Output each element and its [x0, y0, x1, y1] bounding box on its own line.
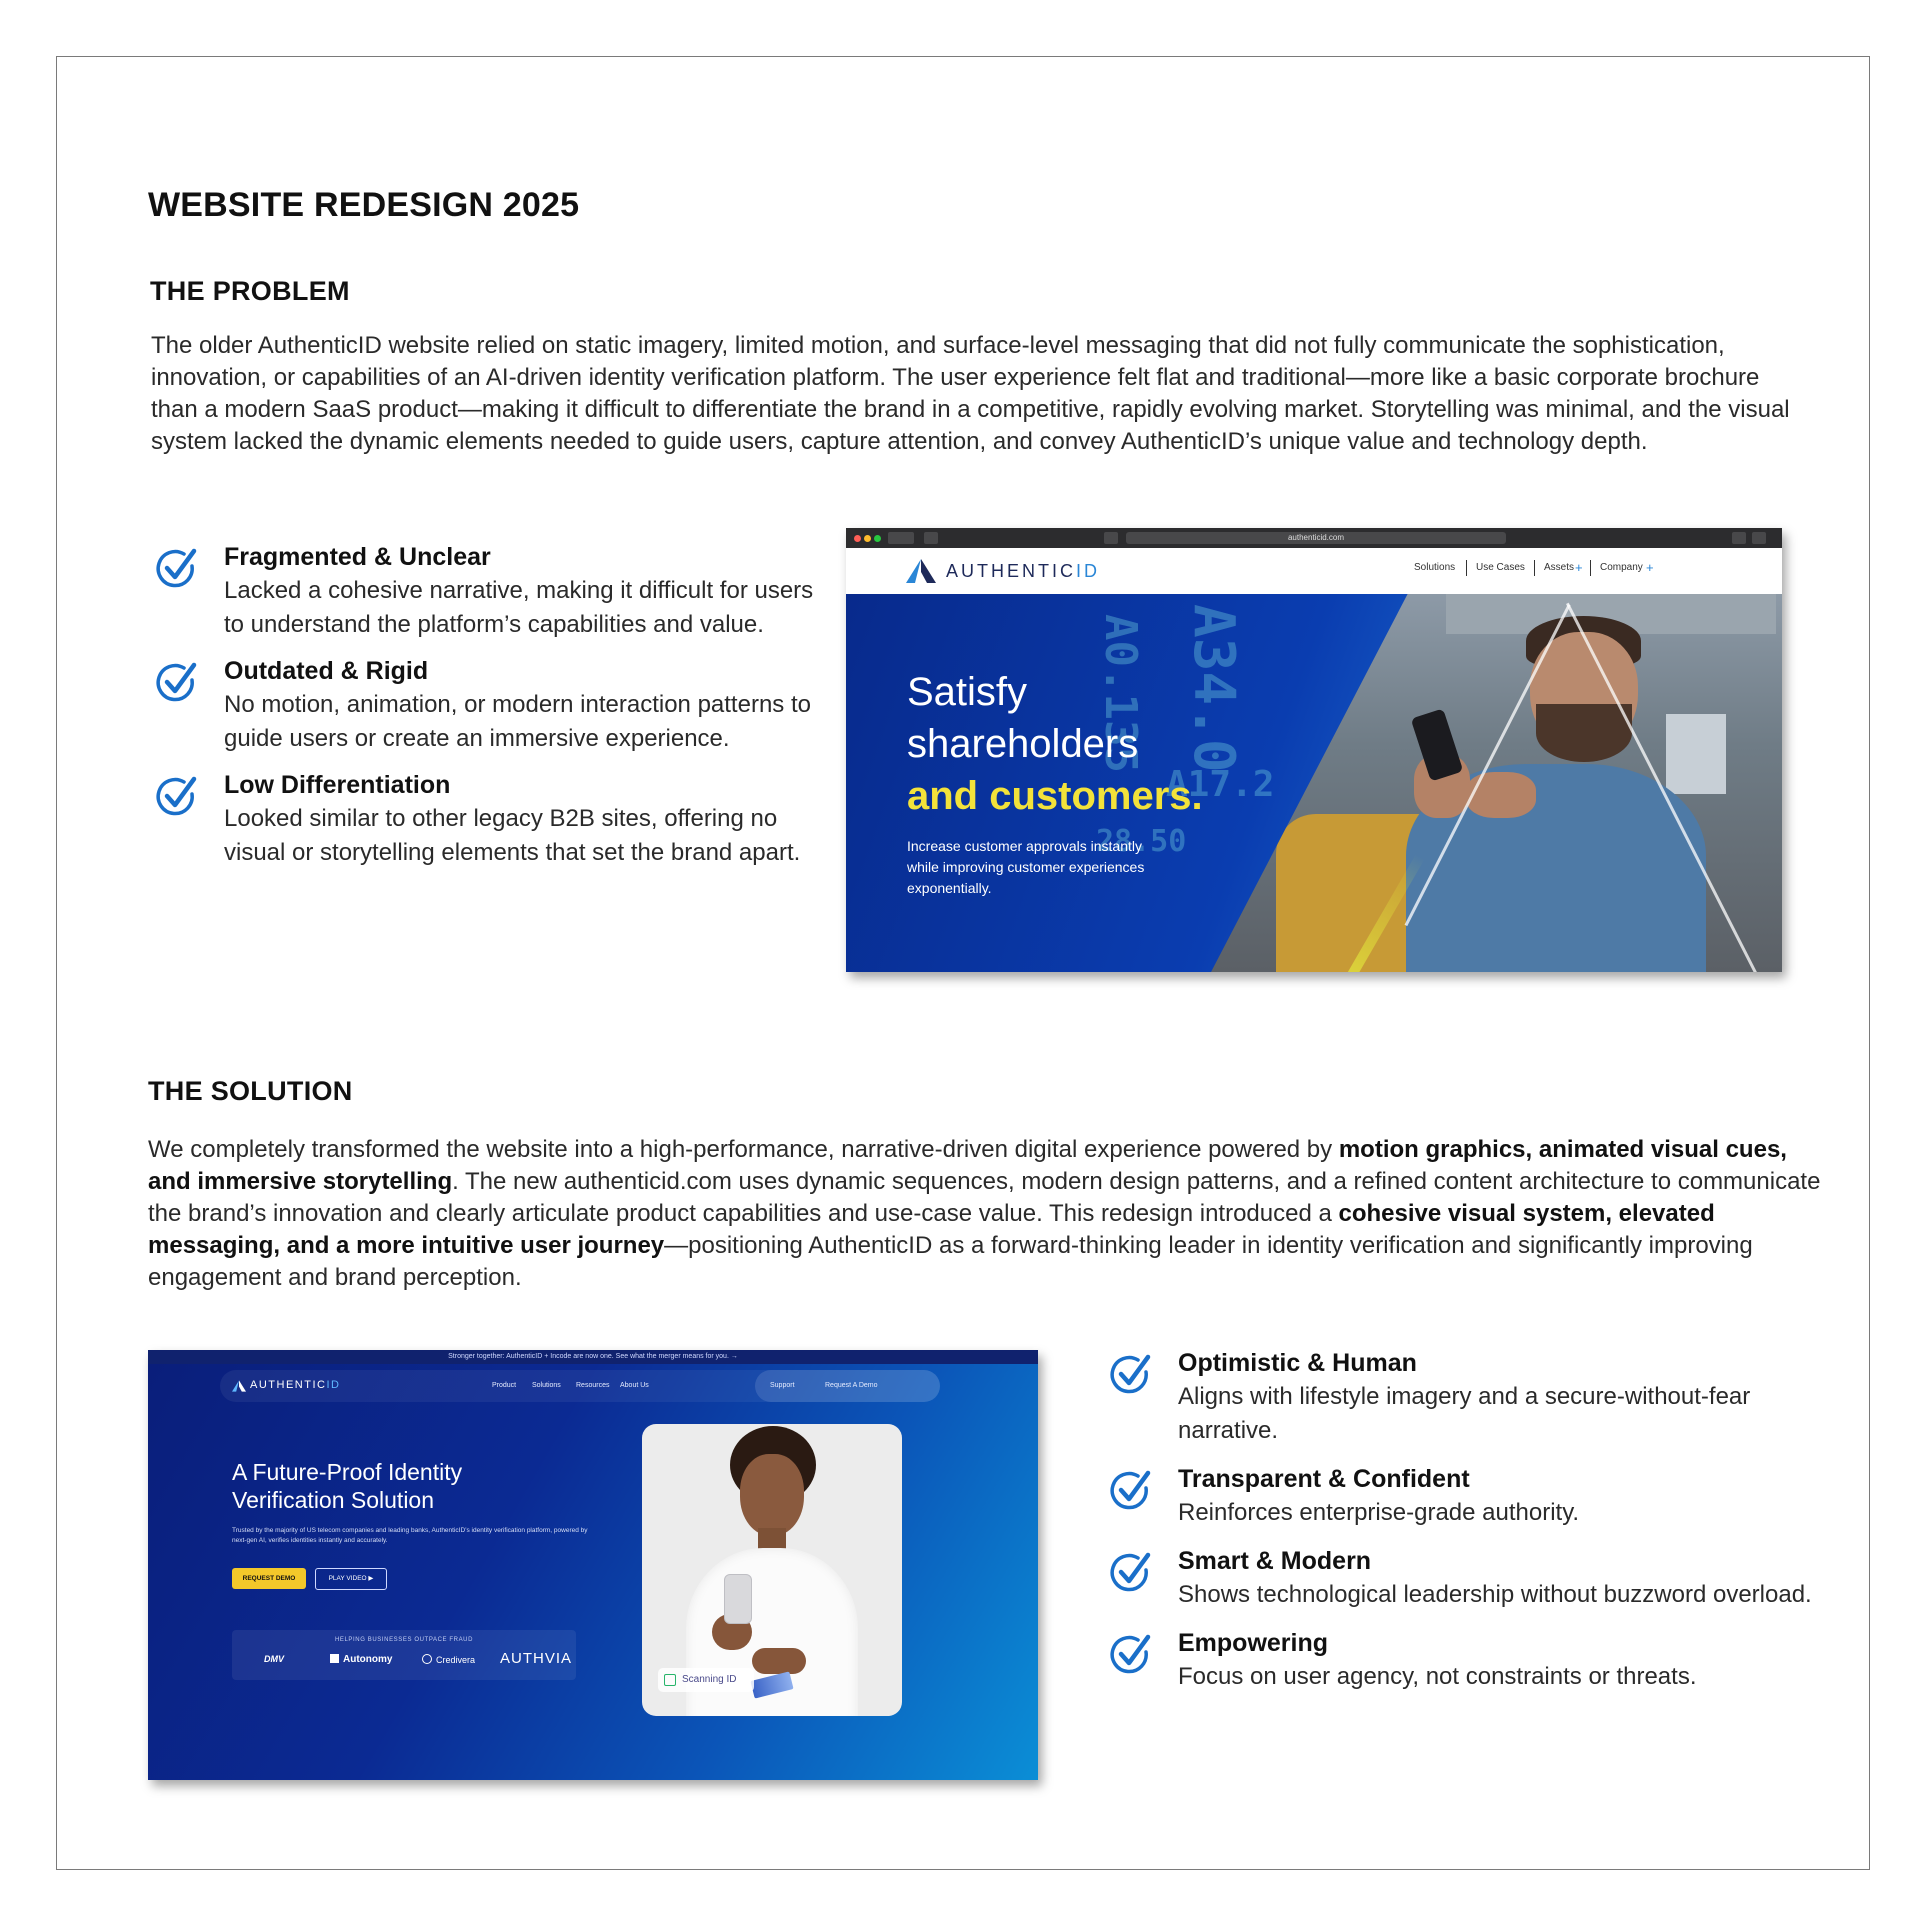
shield-icon [1104, 532, 1118, 544]
nav-product: Product [492, 1382, 517, 1389]
zoom-dot-icon [874, 535, 881, 542]
check-circle-icon [154, 774, 198, 818]
bullet-desc: Reinforces enterprise-grade authority. [1178, 1499, 1580, 1526]
tabs-icon [1752, 532, 1766, 544]
autonomy-mark-icon [330, 1654, 339, 1663]
nav-resources: Resources [576, 1382, 610, 1389]
problem-heading: THE PROBLEM [150, 276, 350, 306]
browser-toolbar [846, 528, 1782, 548]
nav-about-us: About Us [620, 1382, 649, 1389]
logo-autonomy: Autonomy [330, 1654, 392, 1665]
plus-icon: + [1575, 560, 1583, 575]
scanning-chip [658, 1668, 754, 1692]
merger-banner: Stronger together: AuthenticID + Incode are now one. See what the merger means for you. → [148, 1350, 1038, 1364]
check-circle-icon [154, 660, 198, 704]
data-digits: A34.0 [1181, 604, 1246, 773]
nav-solutions: Solutions [1414, 562, 1456, 573]
bullet-desc: Shows technological leadership without buzzword overload. [1178, 1581, 1812, 1608]
nav-solutions: Solutions [532, 1382, 561, 1389]
problem-bullet [150, 768, 830, 870]
logo-credivera: Credivera [422, 1654, 475, 1665]
solution-heading: THE SOLUTION [148, 1076, 353, 1106]
old-site-nav [846, 548, 1782, 594]
solution-bullet [1104, 1544, 1824, 1612]
nav-request-demo: Request A Demo [825, 1382, 878, 1389]
plus-icon: + [1646, 560, 1654, 575]
request-demo-button: REQUEST DEMO [232, 1568, 306, 1589]
nav-assets: Assets [1544, 562, 1575, 573]
data-digits: 28.50 [1096, 824, 1187, 859]
problem-bullet [150, 540, 830, 642]
logo-authvia: AUTHVIA [500, 1650, 573, 1667]
bullet-desc: Lacked a cohesive narrative, making it difficult for users to understand the platform’s capabilities and value. [224, 577, 814, 638]
new-site-logo: AUTHENTICID [250, 1379, 341, 1391]
data-digits: A17.2 [1166, 764, 1275, 805]
old-hero-headline: Satisfy shareholders and customers. [907, 670, 1203, 818]
client-logos-strip [232, 1630, 576, 1680]
minimize-dot-icon [864, 535, 871, 542]
check-circle-icon [1108, 1468, 1152, 1512]
bullet-desc: Aligns with lifestyle imagery and a secure-without-fear narrative. [1178, 1383, 1751, 1444]
bullet-title: Smart & Modern [1178, 1547, 1372, 1575]
data-digits: A0.135 [1095, 614, 1146, 773]
back-forward-icon [888, 532, 914, 544]
problem-bullet [150, 654, 830, 756]
solution-bullets [1104, 1346, 1824, 1694]
bullet-title: Transparent & Confident [1178, 1465, 1470, 1493]
nav-right-pill [755, 1370, 940, 1402]
bullet-desc: No motion, animation, or modern interaction patterns to guide users or create an immersive experience. [224, 691, 811, 752]
solution-bullet [1104, 1346, 1824, 1448]
new-hero-headline: A Future-Proof Identity Verification Solution [232, 1459, 463, 1513]
logo-triangle-icon [232, 1380, 246, 1392]
old-site-hero [846, 594, 1782, 972]
woman-with-phone-photo [642, 1424, 902, 1716]
nav-support: Support [770, 1382, 795, 1389]
nav-use-cases: Use Cases [1476, 562, 1525, 573]
old-hero-subtext: Increase customer approvals instantly while improving customer experiences exponentially. [907, 838, 1145, 896]
problem-paragraph: The older AuthenticID website relied on static imagery, limited motion, and surface-level messaging that did not fully communicate the sophistication, innovation, or capabilities of an AI-driven identity verification platform. The user experience felt flat and traditional—more like a basic corporate brochure than a modern SaaS product—making it difficult to differentiate the brand in a competitive, rapidly evolving market. Storytelling was minimal, and the visual system lacked the dynamic elements needed to guide users, capture attention, and convey AuthenticID’s unique value and technology depth. [151, 332, 1790, 455]
scanning-label: Scanning ID [682, 1674, 737, 1685]
logo-dmv: DMV [264, 1654, 284, 1664]
bullet-desc: Focus on user agency, not constraints or threats. [1178, 1663, 1697, 1690]
bullet-title: Fragmented & Unclear [224, 543, 491, 571]
new-site-nav [220, 1370, 940, 1402]
share-icon [1732, 532, 1746, 544]
sidebar-icon [924, 532, 938, 544]
new-website-screenshot [148, 1350, 1038, 1780]
solution-paragraph: We completely transformed the website into a high-performance, narrative-driven digital experience powered by motion graphics, animated visual cues, and immersive storytelling. The new authenticid.com uses dynamic sequences, modern design patterns, and a refined content architecture to communicate the brand’s innovation and clearly articulate product capabilities and use-case value. This redesign introduced a cohesive visual system, elevated messaging, and a more intuitive user journey—positioning AuthenticID as a forward-thinking leader in identity verification and significantly improving engagement and brand perception. [148, 1136, 1821, 1291]
check-circle-icon [1108, 1352, 1152, 1396]
old-website-screenshot [846, 528, 1782, 972]
page-title: WEBSITE REDESIGN 2025 [148, 186, 580, 224]
bullet-title: Optimistic & Human [1178, 1349, 1417, 1377]
check-circle-icon [1108, 1632, 1152, 1676]
scan-icon [664, 1674, 676, 1686]
check-circle-icon [1108, 1550, 1152, 1594]
nav-company: Company [1600, 562, 1643, 573]
solution-bullet [1104, 1626, 1824, 1694]
logo-triangle-icon [906, 559, 936, 583]
new-hero-subtext: Trusted by the majority of US telecom companies and leading banks, AuthenticID’s identity verification platform, powered by next-gen AI, verifies identities instantly and accurately. [232, 1527, 588, 1544]
logos-caption: HELPING BUSINESSES OUTPACE FRAUD [334, 1637, 474, 1643]
close-dot-icon [854, 535, 861, 542]
bullet-title: Empowering [1178, 1629, 1329, 1657]
credivera-mark-icon [422, 1654, 432, 1664]
check-circle-icon [154, 546, 198, 590]
bullet-title: Outdated & Rigid [224, 657, 429, 685]
bullet-title: Low Differentiation [224, 771, 451, 799]
url-bar: authenticid.com [1126, 532, 1506, 544]
solution-bullet [1104, 1462, 1824, 1530]
play-video-button: PLAY VIDEO ▶ [315, 1568, 387, 1590]
bullet-desc: Looked similar to other legacy B2B sites, offering no visual or storytelling elements that set the brand apart. [224, 805, 801, 866]
problem-bullets [150, 540, 830, 870]
old-site-logo: AUTHENTICID [946, 561, 1100, 581]
